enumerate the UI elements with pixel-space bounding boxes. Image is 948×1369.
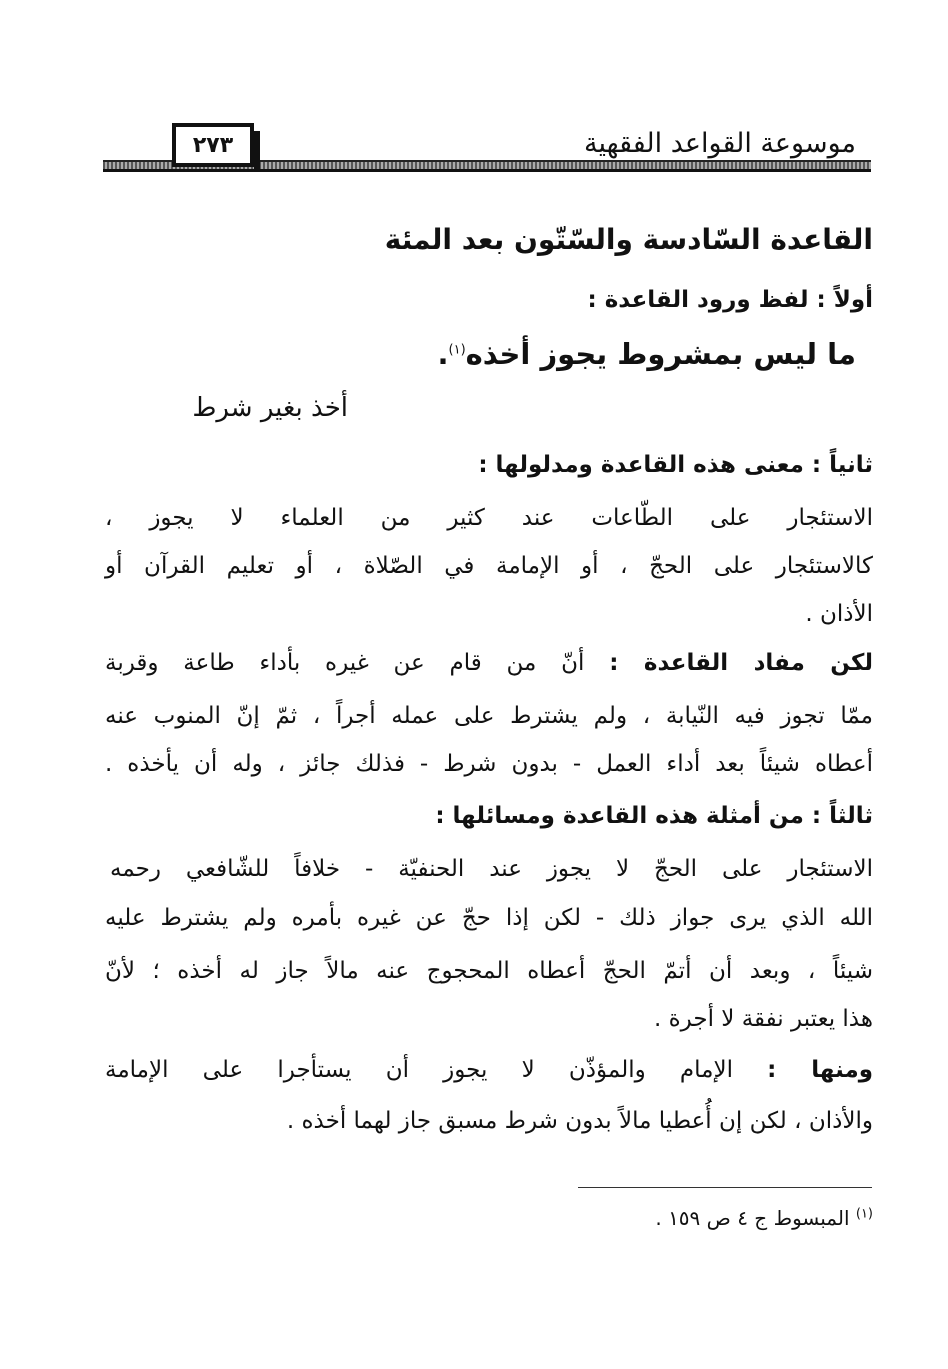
paragraph-text: أنّ من قام عن غيره بأداء طاعة وقربة [105,650,585,676]
footnote-text: المبسوط ج ٤ ص ١٥٩ . [655,1206,850,1230]
footnote-marker: (١) [855,1206,873,1222]
alt-rule-text: أخذ بغير شرط [192,393,348,423]
paragraph-line: شيئاً ، وبعد أن أتمّ الحجّ أعطاه المحجوج عنه مالاً جاز له أخذه ؛ لأنّ [105,958,873,984]
page-number: ٢٧٣ [192,132,234,158]
rule-title: القاعدة السّادسة والسّتّون بعد المئة [384,223,873,256]
paragraph-line: هذا يعتبر نفقة لا أجرة . [654,1006,873,1032]
footnote-ref: (١) [448,342,466,358]
paragraph-lead: ومنها : [767,1057,873,1083]
section-heading-1: أولاً : لفظ ورود القاعدة : [587,287,873,313]
paragraph-line-with-lead [105,650,873,676]
paragraph-line: والأذان ، لكن إن أُعطيا مالاً بدون شرط مسبق جاز لهما أخذه . [286,1108,873,1134]
page-number-box [172,123,254,167]
rule-text-body: ما ليس بمشروط يجوز أخذه [465,337,856,371]
paragraph-lead: لكن مفاد القاعدة : [609,650,874,676]
rule-text [437,337,856,371]
paragraph-line: الأذان . [805,601,873,627]
footnote-divider [578,1187,872,1188]
footnote [655,1206,873,1230]
section-heading-3: ثالثاً : من أمثلة هذه القاعدة ومسائلها : [435,803,873,829]
section-heading-2: ثانياً : معنى هذه القاعدة ومدلولها : [478,452,873,478]
paragraph-line: كالاستئجار على الحجّ ، أو الإمامة في الصّلاة ، أو تعليم القرآن أو [105,553,873,579]
paragraph-line: أعطاه شيئاً بعد أداء العمل - بدون شرط - فذلك جائز ، وله أن يأخذه . [105,751,873,777]
running-header-title: موسوعة القواعد الفقهية [584,128,856,159]
paragraph-line-with-lead [105,1057,873,1083]
rule-text-end: . [437,337,449,371]
paragraph-line: الاستئجار على الحجّ لا يجوز عند الحنفيّة - خلافاً للشّافعي رحمه [110,856,873,882]
paragraph-line: ممّا تجوز فيه النّيابة ، ولم يشترط على عمله أجراً ، ثمّ إنّ المنوب عنه [105,703,873,729]
paragraph-text: الإمام والمؤذّن لا يجوز أن يستأجرا على الإمامة [105,1057,733,1083]
paragraph-line: الله الذي يرى جواز ذلك - لكن إذا حجّ عن غيره بأمره ولم يشترط عليه [105,905,873,931]
paragraph-line: الاستئجار على الطّاعات عند كثير من العلماء لا يجوز ، [105,505,873,531]
